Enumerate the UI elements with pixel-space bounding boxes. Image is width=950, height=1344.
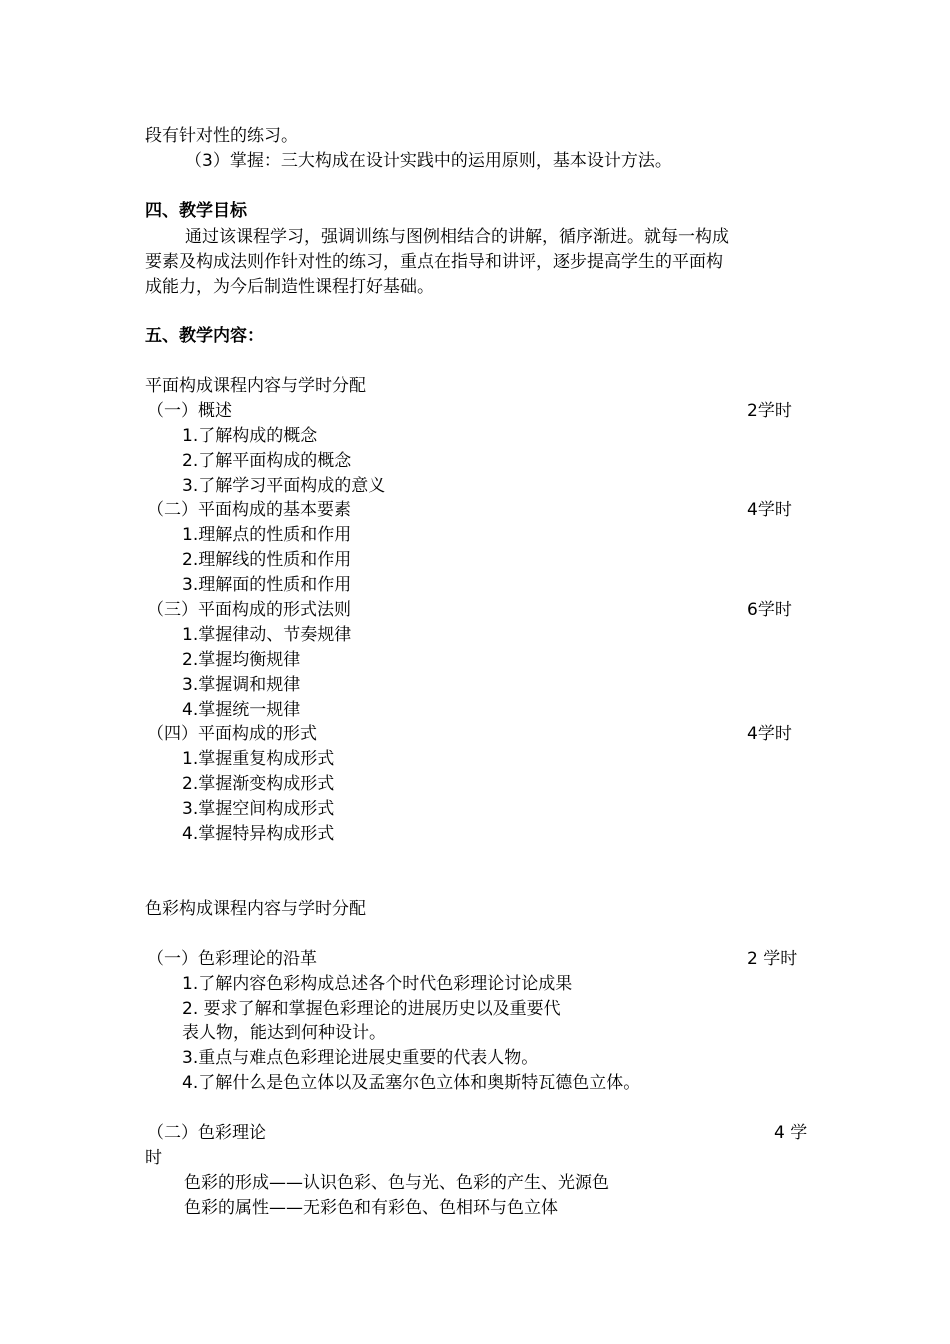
unit-hours-wrap: 时 bbox=[145, 1148, 162, 1168]
unit-label: （二）色彩理论 bbox=[147, 1123, 266, 1143]
unit-hours: 4学时 bbox=[747, 500, 792, 520]
paragraph-line: 要素及构成法则作针对性的练习，重点在指导和讲评，逐步提高学生的平面构 bbox=[145, 252, 723, 272]
list-item: 3.掌握调和规律 bbox=[182, 675, 301, 695]
list-item-grasp: （3）掌握：三大构成在设计实践中的运用原则，基本设计方法。 bbox=[185, 151, 672, 171]
list-item: 色彩的属性——无彩色和有彩色、色相环与色立体 bbox=[184, 1198, 558, 1218]
paragraph-line: 成能力，为今后制造性课程打好基础。 bbox=[145, 277, 434, 297]
list-item: 2.掌握渐变构成形式 bbox=[182, 774, 335, 794]
list-item: 2. 要求了解和掌握色彩理论的进展历史以及重要代 bbox=[182, 999, 561, 1019]
list-item: 1.掌握重复构成形式 bbox=[182, 749, 335, 769]
list-item: 2.了解平面构成的概念 bbox=[182, 451, 352, 471]
unit-label: （三）平面构成的形式法则 bbox=[147, 600, 351, 620]
unit-hours: 4 学 bbox=[774, 1123, 808, 1143]
section-heading-teaching-content: 五、教学内容： bbox=[145, 326, 264, 346]
list-item: 2.掌握均衡规律 bbox=[182, 650, 301, 670]
list-item: 1.了解构成的概念 bbox=[182, 426, 318, 446]
unit-hours: 2学时 bbox=[747, 401, 792, 421]
paragraph-line: 通过该课程学习，强调训练与图例相结合的讲解，循序渐进。就每一构成 bbox=[185, 227, 729, 247]
unit-hours: 6学时 bbox=[747, 600, 792, 620]
section-heading-teaching-goals: 四、教学目标 bbox=[145, 201, 247, 221]
unit-hours: 2 学时 bbox=[747, 949, 798, 969]
unit-label: （四）平面构成的形式 bbox=[147, 724, 317, 744]
unit-label: （二）平面构成的基本要素 bbox=[147, 500, 351, 520]
course-title-plane: 平面构成课程内容与学时分配 bbox=[145, 376, 366, 396]
list-item: 4.掌握特异构成形式 bbox=[182, 824, 335, 844]
list-item: 色彩的形成——认识色彩、色与光、色彩的产生、光源色 bbox=[184, 1173, 609, 1193]
paragraph-continuation: 段有针对性的练习。 bbox=[145, 126, 298, 146]
list-item: 4.掌握统一规律 bbox=[182, 700, 301, 720]
list-item: 3.理解面的性质和作用 bbox=[182, 575, 352, 595]
unit-label: （一）概述 bbox=[147, 401, 232, 421]
list-item: 1.理解点的性质和作用 bbox=[182, 525, 352, 545]
list-item: 3.了解学习平面构成的意义 bbox=[182, 476, 386, 496]
list-item: 表人物，能达到何种设计。 bbox=[182, 1023, 386, 1043]
list-item: 3.重点与难点色彩理论进展史重要的代表人物。 bbox=[182, 1048, 539, 1068]
list-item: 1.了解内容色彩构成总述各个时代色彩理论讨论成果 bbox=[182, 974, 573, 994]
list-item: 4.了解什么是色立体以及孟塞尔色立体和奥斯特瓦德色立体。 bbox=[182, 1073, 641, 1093]
list-item: 3.掌握空间构成形式 bbox=[182, 799, 335, 819]
unit-hours: 4学时 bbox=[747, 724, 792, 744]
unit-label: （一）色彩理论的沿革 bbox=[147, 949, 317, 969]
list-item: 1.掌握律动、节奏规律 bbox=[182, 625, 352, 645]
list-item: 2.理解线的性质和作用 bbox=[182, 550, 352, 570]
course-title-color: 色彩构成课程内容与学时分配 bbox=[145, 899, 366, 919]
